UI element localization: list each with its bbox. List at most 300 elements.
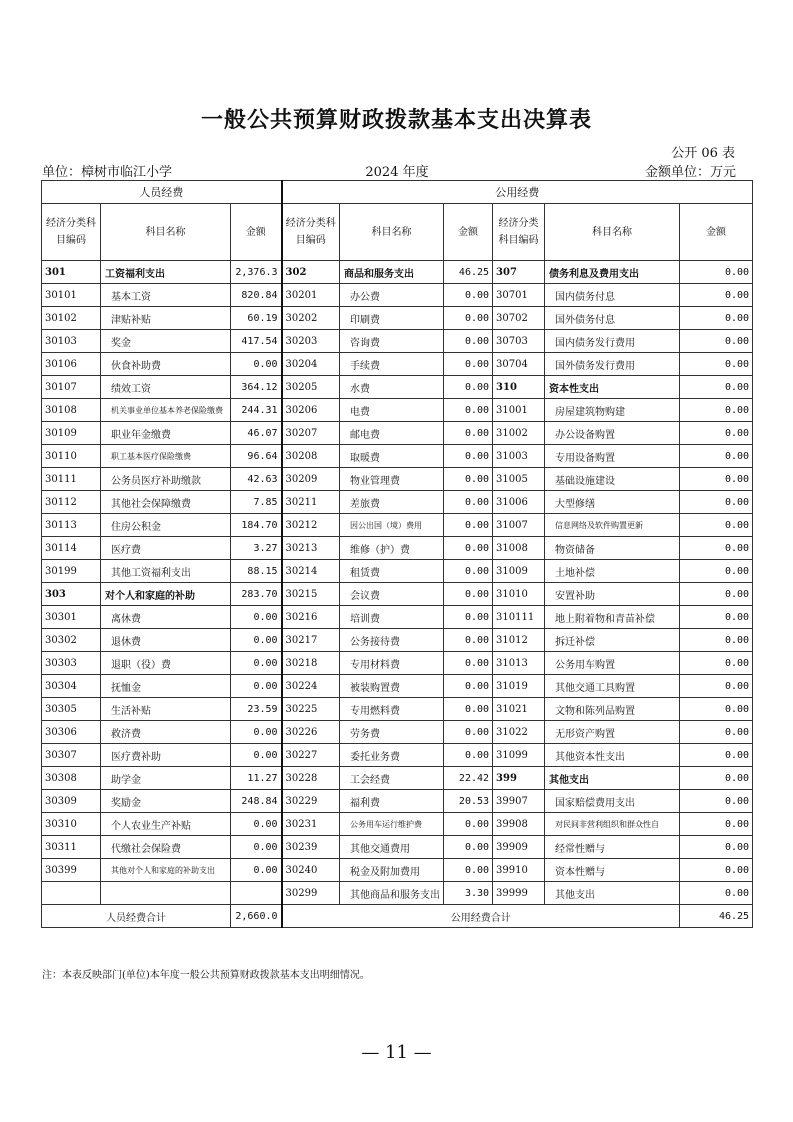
code-cell: 31005 (493, 468, 545, 491)
code-cell: 30205 (282, 376, 340, 399)
code-cell: 30213 (282, 537, 340, 560)
table-row (42, 836, 753, 859)
name-cell: 其他商品和服务支出 (340, 882, 444, 905)
name-cell: 生活补贴 (101, 698, 231, 721)
footnote: 注：本表反映部门(单位)本年度一般公共预算财政拨款基本支出明细情况。 (42, 970, 370, 981)
code-cell: 30114 (42, 537, 101, 560)
code-cell: 30305 (42, 698, 101, 721)
code-cell: 30228 (282, 767, 340, 790)
code-cell: 31010 (493, 583, 545, 606)
amount-cell: 0.00 (680, 652, 753, 675)
table-row (42, 813, 753, 836)
amount-cell: 7.85 (231, 491, 282, 514)
public-total-label: 公用经费合计 (282, 905, 680, 928)
code-cell: 30704 (493, 353, 545, 376)
code-cell: 30215 (282, 583, 340, 606)
amount-cell: 0.00 (444, 537, 493, 560)
name-cell: 基础设施建设 (545, 468, 680, 491)
name-cell: 咨询费 (340, 330, 444, 353)
code-cell: 30199 (42, 560, 101, 583)
name-cell: 奖金 (101, 330, 231, 353)
name-cell: 个人农业生产补贴 (101, 813, 231, 836)
table-row (42, 445, 753, 468)
name-cell: 公务用车购置 (545, 652, 680, 675)
amount-cell: 23.59 (231, 698, 282, 721)
code-cell: 30112 (42, 491, 101, 514)
amount-cell: 0.00 (680, 422, 753, 445)
name-cell: 公务员医疗补助缴款 (101, 468, 231, 491)
name-cell: 土地补偿 (545, 560, 680, 583)
amount-cell: 0.00 (231, 353, 282, 376)
amount-cell: 0.00 (231, 744, 282, 767)
name-cell: 电费 (340, 399, 444, 422)
code-header: 经济分类科目编码 (282, 204, 340, 261)
code-cell: 30209 (282, 468, 340, 491)
code-cell: 39910 (493, 859, 545, 882)
amount-cell: 0.00 (444, 629, 493, 652)
table-row (42, 330, 753, 353)
code-cell: 39907 (493, 790, 545, 813)
code-cell: 30106 (42, 353, 101, 376)
code-cell: 30308 (42, 767, 101, 790)
name-cell: 职工基本医疗保险缴费 (101, 445, 231, 468)
money-unit-label: 金额单位：万元 (644, 165, 736, 180)
code-cell: 307 (493, 261, 545, 284)
amount-cell: 0.00 (231, 813, 282, 836)
amount-cell: 0.00 (444, 698, 493, 721)
amount-cell: 3.27 (231, 537, 282, 560)
code-cell: 30703 (493, 330, 545, 353)
code-header: 经济分类科目编码 (42, 204, 101, 261)
amount-cell: 0.00 (444, 744, 493, 767)
code-cell: 30240 (282, 859, 340, 882)
table-row (42, 698, 753, 721)
name-cell: 其他对个人和家庭的补助支出 (101, 859, 231, 882)
code-cell: 31019 (493, 675, 545, 698)
code-cell: 30101 (42, 284, 101, 307)
code-cell: 30701 (493, 284, 545, 307)
code-cell: 31007 (493, 514, 545, 537)
name-cell: 因公出国（境）费用 (340, 514, 444, 537)
amount-cell: 0.00 (444, 813, 493, 836)
amount-cell: 0.00 (444, 491, 493, 514)
name-cell: 对个人和家庭的补助 (101, 583, 231, 606)
table-row (42, 353, 753, 376)
amount-header: 金额 (231, 204, 282, 261)
code-cell: 30102 (42, 307, 101, 330)
amount-cell: 0.00 (680, 698, 753, 721)
name-header: 科目名称 (101, 204, 231, 261)
amount-cell: 46.25 (444, 261, 493, 284)
personnel-header: 人员经费 (42, 181, 282, 204)
amount-cell: 0.00 (680, 560, 753, 583)
name-cell: 税金及附加费用 (340, 859, 444, 882)
amount-cell: 184.70 (231, 514, 282, 537)
name-cell: 医疗费补助 (101, 744, 231, 767)
amount-cell: 0.00 (444, 836, 493, 859)
amount-cell: 0.00 (680, 445, 753, 468)
name-cell: 被装购置费 (340, 675, 444, 698)
table-row (42, 284, 753, 307)
amount-cell: 248.84 (231, 790, 282, 813)
code-cell: 39908 (493, 813, 545, 836)
code-cell: 30109 (42, 422, 101, 445)
code-cell: 30103 (42, 330, 101, 353)
table-row (42, 399, 753, 422)
amount-cell: 0.00 (680, 790, 753, 813)
name-cell: 维修（护）费 (340, 537, 444, 560)
name-cell: 债务利息及费用支出 (545, 261, 680, 284)
amount-cell: 0.00 (444, 399, 493, 422)
amount-cell: 244.31 (231, 399, 282, 422)
code-cell: 30307 (42, 744, 101, 767)
amount-cell: 0.00 (680, 353, 753, 376)
code-cell: 30113 (42, 514, 101, 537)
code-cell: 30227 (282, 744, 340, 767)
name-cell: 会议费 (340, 583, 444, 606)
code-cell: 30216 (282, 606, 340, 629)
name-cell: 物资储备 (545, 537, 680, 560)
amount-cell: 0.00 (680, 744, 753, 767)
public-header: 公用经费 (282, 181, 753, 204)
amount-cell: 0.00 (444, 560, 493, 583)
amount-cell: 0.00 (444, 445, 493, 468)
table-row (42, 307, 753, 330)
code-cell: 39999 (493, 882, 545, 905)
name-cell: 商品和服务支出 (340, 261, 444, 284)
name-cell: 地上附着物和青苗补偿 (545, 606, 680, 629)
name-cell (101, 882, 231, 905)
code-cell: 30229 (282, 790, 340, 813)
code-cell: 30399 (42, 859, 101, 882)
table-row (42, 537, 753, 560)
name-cell: 助学金 (101, 767, 231, 790)
name-cell: 资本性赠与 (545, 859, 680, 882)
name-cell: 奖励金 (101, 790, 231, 813)
code-cell: 31006 (493, 491, 545, 514)
name-cell: 国内债务付息 (545, 284, 680, 307)
name-cell: 其他资本性支出 (545, 744, 680, 767)
name-cell: 机关事业单位基本养老保险缴费 (101, 399, 231, 422)
amount-cell: 0.00 (444, 307, 493, 330)
code-cell: 30702 (493, 307, 545, 330)
name-cell: 福利费 (340, 790, 444, 813)
name-cell: 国外债务付息 (545, 307, 680, 330)
header-row-groups (42, 181, 753, 204)
amount-cell: 0.00 (444, 353, 493, 376)
amount-cell: 0.00 (444, 721, 493, 744)
table-row (42, 491, 753, 514)
amount-cell: 0.00 (680, 491, 753, 514)
name-cell: 其他交通工具购置 (545, 675, 680, 698)
code-cell: 30206 (282, 399, 340, 422)
amount-cell: 0.00 (680, 606, 753, 629)
amount-cell: 0.00 (444, 859, 493, 882)
name-cell: 物业管理费 (340, 468, 444, 491)
name-cell: 国外债务发行费用 (545, 353, 680, 376)
name-cell: 津贴补贴 (101, 307, 231, 330)
personnel-total-amount: 2,660.0 (231, 905, 282, 928)
year-label: 2024 年度 (365, 165, 429, 180)
personnel-total-label: 人员经费合计 (42, 905, 231, 928)
code-cell: 30111 (42, 468, 101, 491)
code-cell: 310111 (493, 606, 545, 629)
code-cell: 30306 (42, 721, 101, 744)
amount-cell: 0.00 (680, 376, 753, 399)
code-cell: 30303 (42, 652, 101, 675)
table-row (42, 560, 753, 583)
name-cell: 绩效工资 (101, 376, 231, 399)
amount-cell: 0.00 (231, 629, 282, 652)
amount-cell: 0.00 (680, 261, 753, 284)
name-cell: 大型修缮 (545, 491, 680, 514)
amount-cell: 42.63 (231, 468, 282, 491)
amount-cell: 0.00 (680, 675, 753, 698)
meta-row (42, 161, 752, 179)
name-cell: 国家赔偿费用支出 (545, 790, 680, 813)
code-cell: 31001 (493, 399, 545, 422)
name-cell: 房屋建筑物购建 (545, 399, 680, 422)
amount-cell: 11.27 (231, 767, 282, 790)
table-row (42, 606, 753, 629)
code-cell: 30204 (282, 353, 340, 376)
name-cell: 住房公积金 (101, 514, 231, 537)
page-title: 一般公共预算财政拨款基本支出决算表 (200, 107, 592, 133)
table-row (42, 859, 753, 882)
name-cell: 其他工资福利支出 (101, 560, 231, 583)
amount-cell: 0.00 (680, 284, 753, 307)
name-cell: 租赁费 (340, 560, 444, 583)
amount-cell: 0.00 (231, 675, 282, 698)
name-cell: 其他社会保障缴费 (101, 491, 231, 514)
table-row (42, 583, 753, 606)
amount-cell: 0.00 (680, 721, 753, 744)
name-cell: 办公设备购置 (545, 422, 680, 445)
amount-cell: 88.15 (231, 560, 282, 583)
code-cell: 31009 (493, 560, 545, 583)
public-total-amount: 46.25 (680, 905, 753, 928)
name-cell: 救济费 (101, 721, 231, 744)
code-cell: 30207 (282, 422, 340, 445)
code-cell: 30107 (42, 376, 101, 399)
name-cell: 国内债务发行费用 (545, 330, 680, 353)
code-cell: 30108 (42, 399, 101, 422)
amount-cell: 0.00 (680, 330, 753, 353)
amount-header: 金额 (444, 204, 493, 261)
code-cell: 31022 (493, 721, 545, 744)
code-cell: 30310 (42, 813, 101, 836)
amount-cell: 0.00 (680, 514, 753, 537)
table-row (42, 376, 753, 399)
name-cell: 培训费 (340, 606, 444, 629)
code-cell: 310 (493, 376, 545, 399)
page-number: — 11 — (361, 1042, 432, 1063)
table-row (42, 767, 753, 790)
code-cell: 31013 (493, 652, 545, 675)
amount-cell: 283.70 (231, 583, 282, 606)
name-cell: 取暖费 (340, 445, 444, 468)
expenditure-table (41, 180, 753, 928)
name-cell: 安置补助 (545, 583, 680, 606)
table-row (42, 629, 753, 652)
name-cell: 劳务费 (340, 721, 444, 744)
code-cell: 30299 (282, 882, 340, 905)
amount-cell: 46.07 (231, 422, 282, 445)
code-cell: 30217 (282, 629, 340, 652)
name-cell: 手续费 (340, 353, 444, 376)
table-row (42, 675, 753, 698)
amount-cell: 96.64 (231, 445, 282, 468)
code-cell: 30224 (282, 675, 340, 698)
name-cell: 职业年金缴费 (101, 422, 231, 445)
name-cell: 退职（役）费 (101, 652, 231, 675)
amount-cell: 0.00 (444, 675, 493, 698)
amount-cell: 0.00 (444, 652, 493, 675)
name-cell: 伙食补助费 (101, 353, 231, 376)
amount-cell: 0.00 (231, 859, 282, 882)
code-cell: 30304 (42, 675, 101, 698)
amount-cell: 0.00 (680, 307, 753, 330)
name-cell: 差旅费 (340, 491, 444, 514)
name-cell: 公务用车运行维护费 (340, 813, 444, 836)
amount-cell: 0.00 (680, 629, 753, 652)
name-cell: 工会经费 (340, 767, 444, 790)
name-cell: 专用材料费 (340, 652, 444, 675)
amount-cell (231, 882, 282, 905)
code-cell: 30202 (282, 307, 340, 330)
name-cell: 其他支出 (545, 767, 680, 790)
name-cell: 经常性赠与 (545, 836, 680, 859)
amount-cell: 820.84 (231, 284, 282, 307)
code-cell: 31002 (493, 422, 545, 445)
amount-cell: 0.00 (444, 606, 493, 629)
amount-cell: 3.30 (444, 882, 493, 905)
amount-cell: 0.00 (680, 468, 753, 491)
name-cell: 委托业务费 (340, 744, 444, 767)
amount-cell: 0.00 (444, 284, 493, 307)
code-cell: 30211 (282, 491, 340, 514)
amount-cell: 0.00 (231, 652, 282, 675)
amount-cell: 0.00 (231, 721, 282, 744)
code-cell: 31008 (493, 537, 545, 560)
table-row (42, 261, 753, 284)
amount-header: 金额 (680, 204, 753, 261)
name-cell: 其他交通费用 (340, 836, 444, 859)
amount-cell: 0.00 (680, 767, 753, 790)
code-cell: 31099 (493, 744, 545, 767)
amount-cell: 417.54 (231, 330, 282, 353)
amount-cell: 0.00 (680, 859, 753, 882)
name-cell: 工资福利支出 (101, 261, 231, 284)
name-cell: 办公费 (340, 284, 444, 307)
code-cell: 31012 (493, 629, 545, 652)
name-cell: 医疗费 (101, 537, 231, 560)
code-cell: 301 (42, 261, 101, 284)
table-row (42, 468, 753, 491)
name-cell: 公务接待费 (340, 629, 444, 652)
code-cell (42, 882, 101, 905)
name-cell: 其他支出 (545, 882, 680, 905)
amount-cell: 0.00 (444, 514, 493, 537)
code-cell: 30110 (42, 445, 101, 468)
amount-cell: 20.53 (444, 790, 493, 813)
code-cell: 30208 (282, 445, 340, 468)
total-row (42, 905, 753, 928)
code-cell: 30225 (282, 698, 340, 721)
amount-cell: 0.00 (444, 422, 493, 445)
table-row (42, 790, 753, 813)
table-row (42, 422, 753, 445)
name-cell: 退休费 (101, 629, 231, 652)
amount-cell: 60.19 (231, 307, 282, 330)
name-cell: 邮电费 (340, 422, 444, 445)
table-row (42, 744, 753, 767)
code-cell: 30214 (282, 560, 340, 583)
amount-cell: 0.00 (680, 537, 753, 560)
code-cell: 39909 (493, 836, 545, 859)
code-cell: 30309 (42, 790, 101, 813)
name-cell: 水费 (340, 376, 444, 399)
amount-cell: 0.00 (444, 376, 493, 399)
amount-cell: 0.00 (680, 882, 753, 905)
code-header: 经济分类科目编码 (493, 204, 545, 261)
amount-cell: 0.00 (444, 468, 493, 491)
table-row (42, 882, 753, 905)
table-row (42, 721, 753, 744)
name-header: 科目名称 (545, 204, 680, 261)
code-cell: 30302 (42, 629, 101, 652)
code-cell: 30212 (282, 514, 340, 537)
amount-cell: 0.00 (680, 813, 753, 836)
code-cell: 303 (42, 583, 101, 606)
code-cell: 30226 (282, 721, 340, 744)
form-number: 公开 06 表 (671, 146, 735, 161)
name-cell: 代缴社会保险费 (101, 836, 231, 859)
amount-cell: 0.00 (680, 583, 753, 606)
table-row (42, 514, 753, 537)
amount-cell: 0.00 (231, 836, 282, 859)
amount-cell: 22.42 (444, 767, 493, 790)
code-cell: 302 (282, 261, 340, 284)
name-cell: 信息网络及软件购置更新 (545, 514, 680, 537)
code-cell: 30201 (282, 284, 340, 307)
name-cell: 对民间非营利组织和群众性自 (545, 813, 680, 836)
amount-cell: 364.12 (231, 376, 282, 399)
unit-label: 单位：樟树市临江小学 (42, 165, 173, 180)
code-cell: 31021 (493, 698, 545, 721)
amount-cell: 0.00 (680, 836, 753, 859)
name-cell: 印刷费 (340, 307, 444, 330)
code-cell: 30218 (282, 652, 340, 675)
amount-cell: 0.00 (444, 330, 493, 353)
name-cell: 离休费 (101, 606, 231, 629)
code-cell: 30203 (282, 330, 340, 353)
code-cell: 30231 (282, 813, 340, 836)
code-cell: 31003 (493, 445, 545, 468)
code-cell: 30239 (282, 836, 340, 859)
name-cell: 抚恤金 (101, 675, 231, 698)
name-cell: 专用燃料费 (340, 698, 444, 721)
name-cell: 文物和陈列品购置 (545, 698, 680, 721)
code-cell: 30311 (42, 836, 101, 859)
header-row-columns (42, 204, 753, 261)
amount-cell: 2,376.3 (231, 261, 282, 284)
name-cell: 拆迁补偿 (545, 629, 680, 652)
table-row (42, 652, 753, 675)
name-cell: 基本工资 (101, 284, 231, 307)
name-cell: 无形资产购置 (545, 721, 680, 744)
amount-cell: 0.00 (231, 606, 282, 629)
